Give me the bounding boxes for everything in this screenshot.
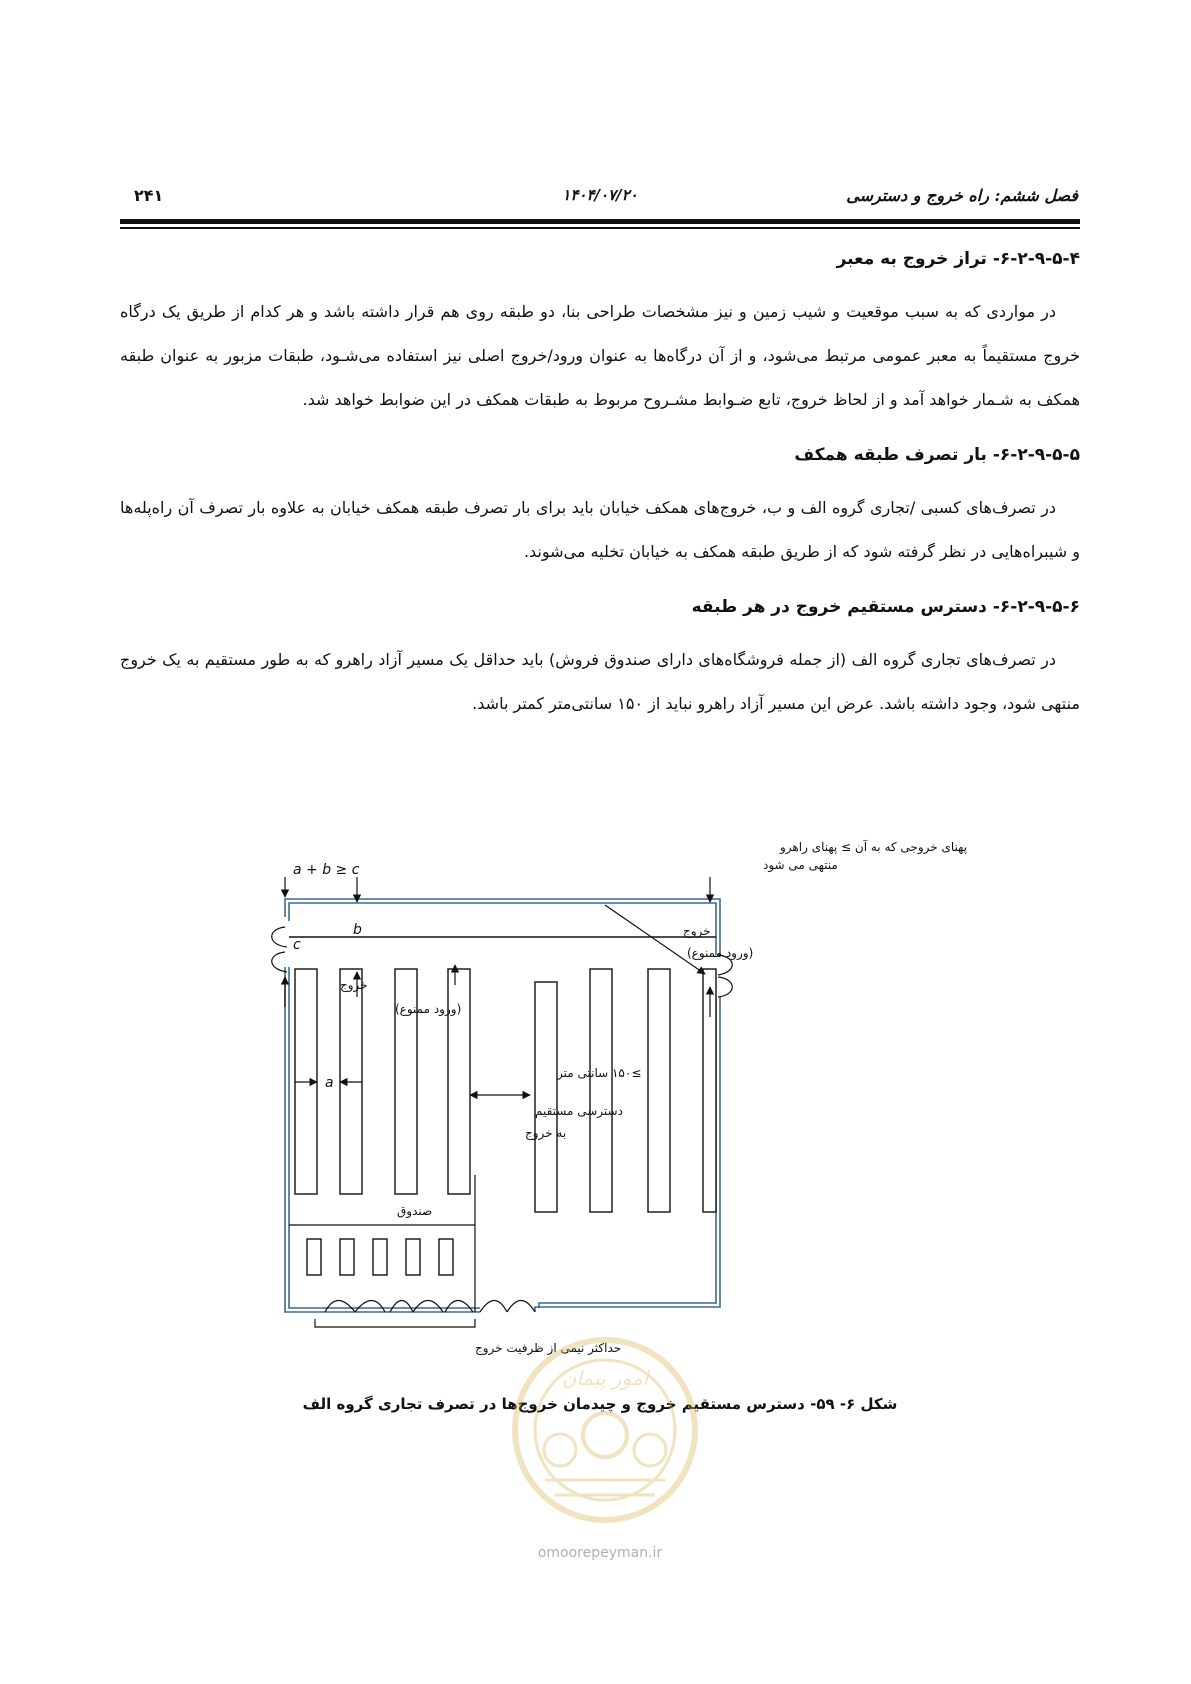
header-rule-thick bbox=[120, 219, 1080, 224]
checkout-counters bbox=[307, 1239, 453, 1275]
page-header bbox=[122, 186, 1078, 210]
checkout-counter bbox=[340, 1239, 354, 1275]
left-exit-label: خروج bbox=[340, 978, 368, 992]
width-note-line2: منتهی می شود bbox=[763, 858, 838, 872]
checkout-counter bbox=[373, 1239, 387, 1275]
direct-access-label-2: به خروج bbox=[525, 1126, 567, 1140]
checkout-counter bbox=[307, 1239, 321, 1275]
direct-access-label-1: دسترسی مستقیم bbox=[535, 1104, 623, 1118]
label-b: b bbox=[353, 922, 362, 938]
cashier-label: صندوق bbox=[397, 1204, 433, 1218]
shelving-units bbox=[295, 969, 716, 1212]
watermark-site: omoorepeyman.ir bbox=[537, 1545, 663, 1561]
max-half-label: حداکثر نیمی از ظرفیت خروج bbox=[475, 1341, 622, 1355]
left-exit-door bbox=[272, 927, 287, 972]
right-exit-note: (ورود ممنوع) bbox=[687, 946, 754, 960]
width-note-line1: پهنای خروجی که به آن ≥ پهنای راهرو bbox=[780, 840, 968, 854]
checkout-counter bbox=[406, 1239, 420, 1275]
header-date: ۱۴۰۴/۰۷/۲۰ bbox=[562, 186, 638, 204]
chapter-title: فصل ششم: راه خروج و دسترسی bbox=[846, 186, 1078, 205]
section-exit-level bbox=[120, 246, 1080, 422]
section-title: ۶-۲-۹-۵-۶- دسترس مستقیم خروج در هر طبقه bbox=[691, 597, 1080, 617]
right-exit-label: خروج bbox=[683, 924, 711, 938]
section-paragraph: در مواردی که به سبب موقعیت و شیب زمین و نیز مشخصات طراحی بنا، دو طبقه روی هم قرار داشته باشد و هر کدام از طریق یک درگاه خروج مستقیماً به معبر عمومی مرتبط می‌شود، و از آن درگاه‌ها به عنوان ورود/خروج اصلی نیز استفاده می‌شـود، طبقات مزبور به عنوان طبقه همکف به شـمار خواهد آمد و از لحاظ خروج، تابع ضـوابط مشـروح مربوط به طبقات همکف در این ضوابط خواهد شد. bbox=[120, 302, 1080, 409]
watermark-logo-text: امور پیمان bbox=[561, 1366, 649, 1390]
page-number: ۲۴۱ bbox=[134, 186, 164, 205]
shelf-unit bbox=[590, 969, 612, 1212]
right-exit-door bbox=[718, 955, 732, 997]
max-half-bracket bbox=[315, 1319, 475, 1327]
figure-caption: شکل ۶- ۵۹- دسترس مستقیم خروج و چیدمان خروج‌ها در تصرف تجاری گروه الف bbox=[302, 1395, 898, 1413]
section-title: ۶-۲-۹-۵-۴- تراز خروج به معبر bbox=[836, 249, 1080, 269]
header-rule-thin bbox=[120, 227, 1080, 229]
shelf-unit bbox=[648, 969, 670, 1212]
label-c: c bbox=[293, 937, 301, 953]
bottom-exit-doors bbox=[325, 1301, 535, 1313]
shelf-unit bbox=[535, 982, 557, 1212]
left-exit-note: (ورود ممنوع) bbox=[395, 1002, 462, 1016]
section-ground-occupancy-load bbox=[120, 442, 1080, 574]
formula-label: a + b ≥ c bbox=[293, 862, 360, 878]
store-exit-layout-diagram bbox=[285, 840, 968, 1377]
page-content bbox=[120, 246, 1080, 746]
label-a: a bbox=[325, 1075, 334, 1091]
section-paragraph: در تصرف‌های کسبی /تجاری گروه الف و ب، خروج‌های همکف خیابان باید برای بار تصرف طبقه همکف خیابان به علاوه بار تصرف آن راه‌پله‌ها و شیبراه‌هایی در نظر گرفته شود که از طریق طبقه همکف به خیابان تخلیه می‌شوند. bbox=[120, 498, 1080, 561]
section-direct-exit-access bbox=[120, 594, 1080, 726]
omoorepeyman-seal-icon bbox=[505, 1330, 705, 1530]
aisle-width-label: ≥۱۵۰ سانتی متر bbox=[557, 1066, 642, 1080]
section-title: ۶-۲-۹-۵-۵- بار تصرف طبقه همکف bbox=[794, 445, 1080, 465]
checkout-counter bbox=[439, 1239, 453, 1275]
section-paragraph: در تصرف‌های تجاری گروه الف (از جمله فروشگاه‌های دارای صندوق فروش) باید حداقل یک مسیر آزاد راهرو که به طور مستقیم به یک خروج منتهی شود، وجود داشته باشد. عرض این مسیر آزاد راهرو نباید از ۱۵۰ سانتی‌متر کمتر باشد. bbox=[120, 650, 1080, 713]
